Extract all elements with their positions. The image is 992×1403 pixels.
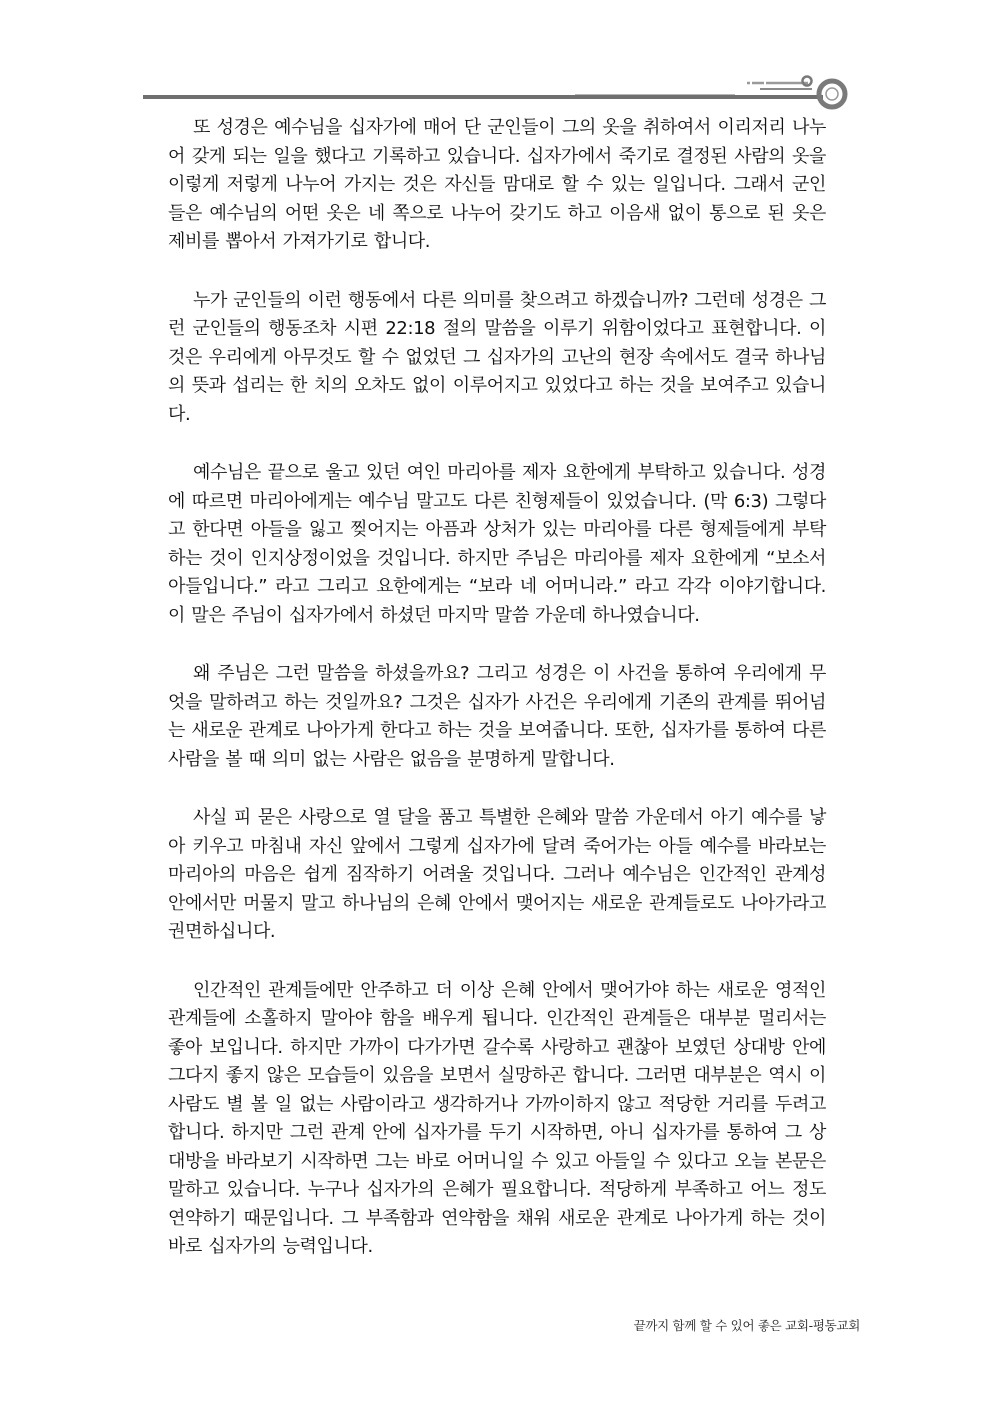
main-content bbox=[168, 114, 826, 1292]
paragraph: 또 성경은 예수님을 십자가에 매어 단 군인들이 그의 옷을 취하여서 이리저리 나누어 갖게 되는 일을 했다고 기록하고 있습니다. 십자가에서 죽기로 결정된 사람의 옷을 이렇게 저렇게 나누어 가지는 것은 자신들 맘대로 할 수 있는 일입니다. 그래서 군인들은 예수님의 어떤 옷은 네 쪽으로 나누어 갖기도 하고 이음새 없이 통으로 된 옷은 제비를 뽑아서 가져가기로 합니다. bbox=[168, 117, 826, 252]
paragraph: 왜 주님은 그런 말씀을 하셨을까요? 그리고 성경은 이 사건을 통하여 우리에게 무엇을 말하려고 하는 것일까요? 그것은 십자가 사건은 우리에게 기존의 관계를 뛰어넘는 새로운 관계로 나아가게 한다고 하는 것을 보여줍니다. 또한, 십자가를 통하여 다른 사람을 볼 때 의미 없는 사람은 없음을 분명하게 말합니다. bbox=[168, 663, 826, 770]
paragraph: 누가 군인들의 이런 행동에서 다른 의미를 찾으려고 하겠습니까? 그런데 성경은 그런 군인들의 행동조차 시편 22:18 절의 말씀을 이루기 위함이었다고 표현합니다. 이것은 우리에게 아무것도 할 수 없었던 그 십자가의 고난의 현장 속에서도 결국 하나님의 뜻과 섭리는 한 치의 오차도 없이 이루어지고 있었다고 하는 것을 보여주고 있습니다. bbox=[168, 289, 826, 425]
paragraph: 예수님은 끝으로 울고 있던 여인 마리아를 제자 요한에게 부탁하고 있습니다. 성경에 따르면 마리아에게는 예수님 말고도 다른 친형제들이 있었습니다. (막 6:3) 그렇다고 한다면 아들을 잃고 찢어지는 아픔과 상처가 있는 마리아를 다른 형제들에게 부탁하는 것이 인지상정이었을 것입니다. 하지만 주님은 마리아를 제자 요한에게 “보소서 아들입니다.” 라고 그리고 요한에게는 “보라 네 어머니라.” 라고 각각 이야기합니다. 이 말은 주님이 십자가에서 하셨던 마지막 말씀 가운데 하나였습니다. bbox=[168, 462, 826, 626]
paragraph: 인간적인 관계들에만 안주하고 더 이상 은혜 안에서 맺어가야 하는 새로운 영적인 관계들에 소홀하지 말아야 함을 배우게 됩니다. 인간적인 관계들은 대부분 멀리서는 좋아 보입니다. 하지만 가까이 다가가면 갈수록 사랑하고 괜찮아 보였던 상대방 안에 그다지 좋지 않은 모습들이 있음을 보면서 실망하곤 합니다. 그러면 대부분은 역시 이 사람도 별 볼 일 없는 사람이라고 생각하거나 가까이하지 않고 적당한 거리를 두려고 합니다. 하지만 그런 관계 안에 십자가를 두기 시작하면, 아니 십자가를 통하여 그 상대방을 바라보기 시작하면 그는 바로 어머니일 수 있고 아들일 수 있다고 오늘 본문은 말하고 있습니다. 누구나 십자가의 은혜가 필요합니다. 적당하게 부족하고 어느 정도 연약하기 때문입니다. 그 부족함과 연약함을 채워 새로운 관계로 나아가게 하는 것이 바로 십자가의 능력입니다. bbox=[168, 979, 826, 1257]
page-footer: 끝까지 함께 할 수 있어 좋은 교회-평동교회 bbox=[633, 1318, 860, 1333]
paragraph: 사실 피 묻은 사랑으로 열 달을 품고 특별한 은혜와 말씀 가운데서 아기 예수를 낳아 키우고 마침내 자신 앞에서 그렇게 십자가에 달려 죽어가는 아들 예수를 바라보는 마리아의 마음은 쉽게 짐작하기 어려울 것입니다. 그러나 예수님은 인간적인 관계성 안에서만 머물지 말고 하나님의 은혜 안에서 맺어지는 새로운 관계들로도 나아가라고 권면하십니다. bbox=[168, 807, 826, 942]
key-ornament-icon bbox=[575, 70, 855, 120]
